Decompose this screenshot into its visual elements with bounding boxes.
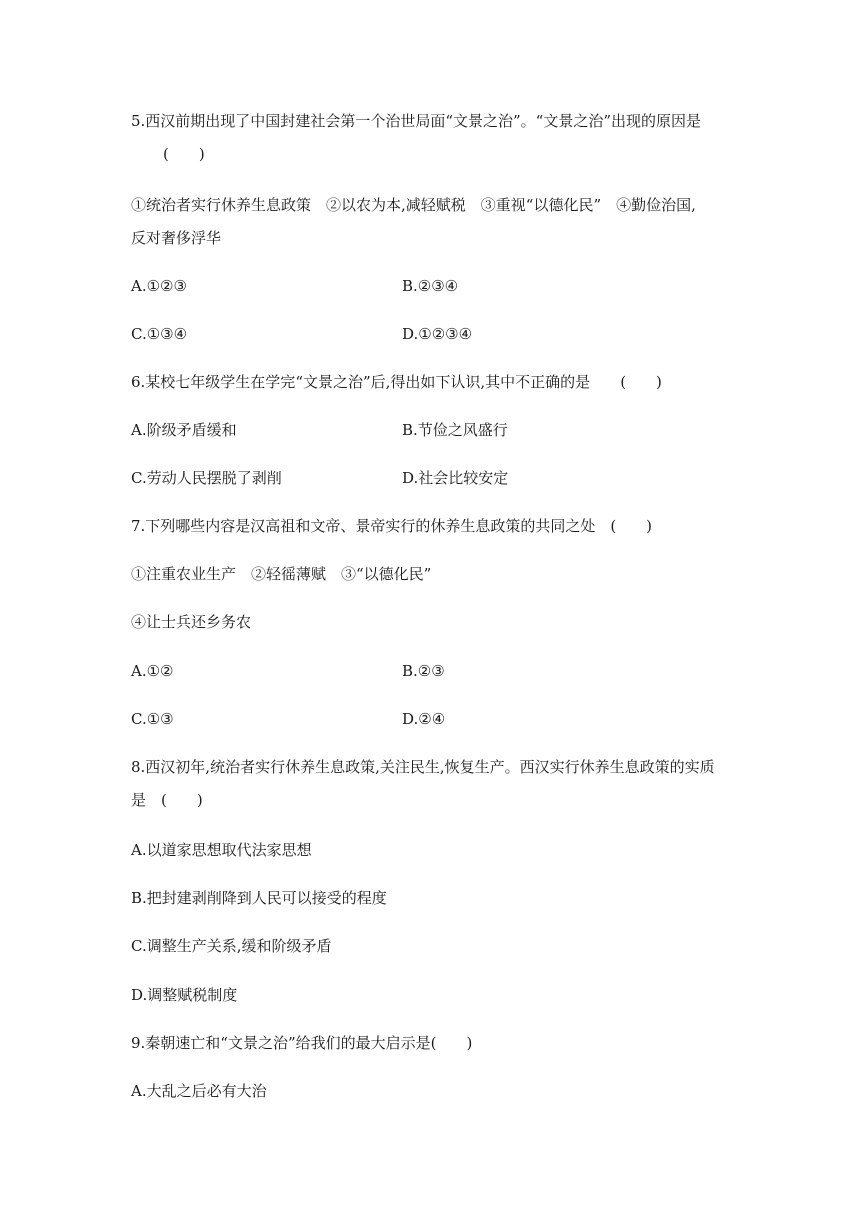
q9-option-a: A.大乱之后必有大治 — [131, 1082, 267, 1100]
q8-stem-line-1: 8.西汉初年,统治者实行休养生息政策,关注民生,恢复生产。西汉实行休养生息政策的实质 — [131, 758, 715, 776]
q5-option-d: D.①②③④ — [402, 325, 473, 343]
q5-statements-line-2: 反对奢侈浮华 — [131, 229, 222, 247]
q7-statements-line-1: ①注重农业生产 ②轻徭薄赋 ③“以德化民” — [131, 565, 432, 583]
q9-stem: 9.秦朝速亡和“文景之治”给我们的最大启示是( ) — [131, 1034, 473, 1052]
q6-option-b: B.节俭之风盛行 — [402, 421, 508, 439]
q7-stem: 7.下列哪些内容是汉高祖和文帝、景帝实行的休养生息政策的共同之处 ( ) — [131, 517, 653, 535]
q7-option-c: C.①③ — [131, 710, 174, 728]
q5-answer-paren: ( ) — [163, 145, 205, 163]
q7-option-a: A.①② — [131, 662, 174, 680]
q8-option-c: C.调整生产关系,缓和阶级矛盾 — [131, 937, 332, 955]
q5-option-a: A.①②③ — [131, 277, 187, 295]
q7-option-d: D.②④ — [402, 710, 446, 728]
q8-option-a: A.以道家思想取代法家思想 — [131, 841, 312, 859]
q6-stem: 6.某校七年级学生在学完“文景之治”后,得出如下认识,其中不正确的是 ( ) — [131, 373, 662, 391]
q6-option-a: A.阶级矛盾缓和 — [131, 421, 237, 439]
q7-option-b: B.②③ — [402, 662, 445, 680]
q5-stem-line-1: 5.西汉前期出现了中国封建社会第一个治世局面“文景之治”。“文景之治”出现的原因是 — [131, 112, 701, 130]
q8-stem-line-2: 是 ( ) — [131, 791, 203, 809]
q6-option-c: C.劳动人民摆脱了剥削 — [131, 469, 282, 487]
q8-option-d: D.调整赋税制度 — [131, 986, 238, 1004]
q7-statements-line-2: ④让士兵还乡务农 — [131, 613, 252, 631]
q8-option-b: B.把封建剥削降到人民可以接受的程度 — [131, 889, 387, 907]
q5-option-b: B.②③④ — [402, 277, 459, 295]
q5-statements-line-1: ①统治者实行休养生息政策 ②以农为本,减轻赋税 ③重视“以德化民” ④勤俭治国, — [131, 196, 696, 214]
q5-option-c: C.①③④ — [131, 325, 188, 343]
q6-option-d: D.社会比较安定 — [402, 469, 509, 487]
